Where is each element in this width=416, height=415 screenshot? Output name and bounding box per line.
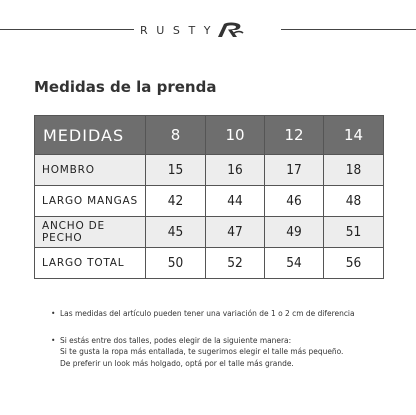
- header-measures-label: MEDIDAS: [35, 116, 146, 155]
- size-header: 12: [265, 116, 324, 155]
- measure-value: 50: [146, 248, 206, 279]
- measure-value: 45: [146, 217, 206, 248]
- measure-value: 51: [324, 217, 384, 248]
- measure-label: LARGO MANGAS: [35, 186, 146, 217]
- measure-value: 46: [265, 186, 324, 217]
- table-row: [35, 186, 384, 217]
- table-header-row: [35, 116, 384, 155]
- note-item: [48, 335, 408, 369]
- note-text: Las medidas del artículo pueden tener una variación de 1 o 2 cm de diferencia: [60, 308, 355, 318]
- bullet-icon: •: [51, 335, 56, 346]
- note-text: Si estás entre dos talles, podes elegir de la siguiente manera:: [60, 335, 292, 346]
- measure-value: 18: [324, 155, 384, 186]
- measure-value: 44: [206, 186, 265, 217]
- notes-section: [48, 308, 408, 369]
- measure-label: LARGO TOTAL: [35, 248, 146, 279]
- table-row: [35, 217, 384, 248]
- measure-value: 17: [265, 155, 324, 186]
- size-header: 10: [206, 116, 265, 155]
- measure-value: 56: [324, 248, 384, 279]
- measure-value: 49: [265, 217, 324, 248]
- table-row: [35, 155, 384, 186]
- measure-value: 47: [206, 217, 265, 248]
- brand-logo: [140, 20, 276, 40]
- note-text: Si te gusta la ropa más entallada, te sugerimos elegir el talle más pequeño.: [60, 346, 344, 357]
- measure-value: 54: [265, 248, 324, 279]
- brand-name: RUSTY: [140, 23, 220, 37]
- rusty-r-logo-icon: [215, 21, 245, 39]
- measure-value: 15: [146, 155, 206, 186]
- header-divider-right: [281, 29, 416, 30]
- measure-value: 16: [206, 155, 265, 186]
- header-divider-left: [0, 29, 134, 30]
- bullet-icon: •: [51, 308, 56, 318]
- measure-value: 48: [324, 186, 384, 217]
- note-item: [48, 308, 408, 319]
- note-text: De preferir un look más holgado, optá por el talle más grande.: [60, 357, 294, 368]
- measure-label: ANCHO DE PECHO: [35, 217, 146, 248]
- measure-label: HOMBRO: [35, 155, 146, 186]
- table-row: [35, 248, 384, 279]
- brand-header: [0, 0, 416, 60]
- size-header: 14: [324, 116, 384, 155]
- page-title: Medidas de la prenda: [34, 78, 217, 96]
- measure-value: 52: [206, 248, 265, 279]
- size-header: 8: [146, 116, 206, 155]
- size-chart-table: [34, 115, 384, 279]
- measure-value: 42: [146, 186, 206, 217]
